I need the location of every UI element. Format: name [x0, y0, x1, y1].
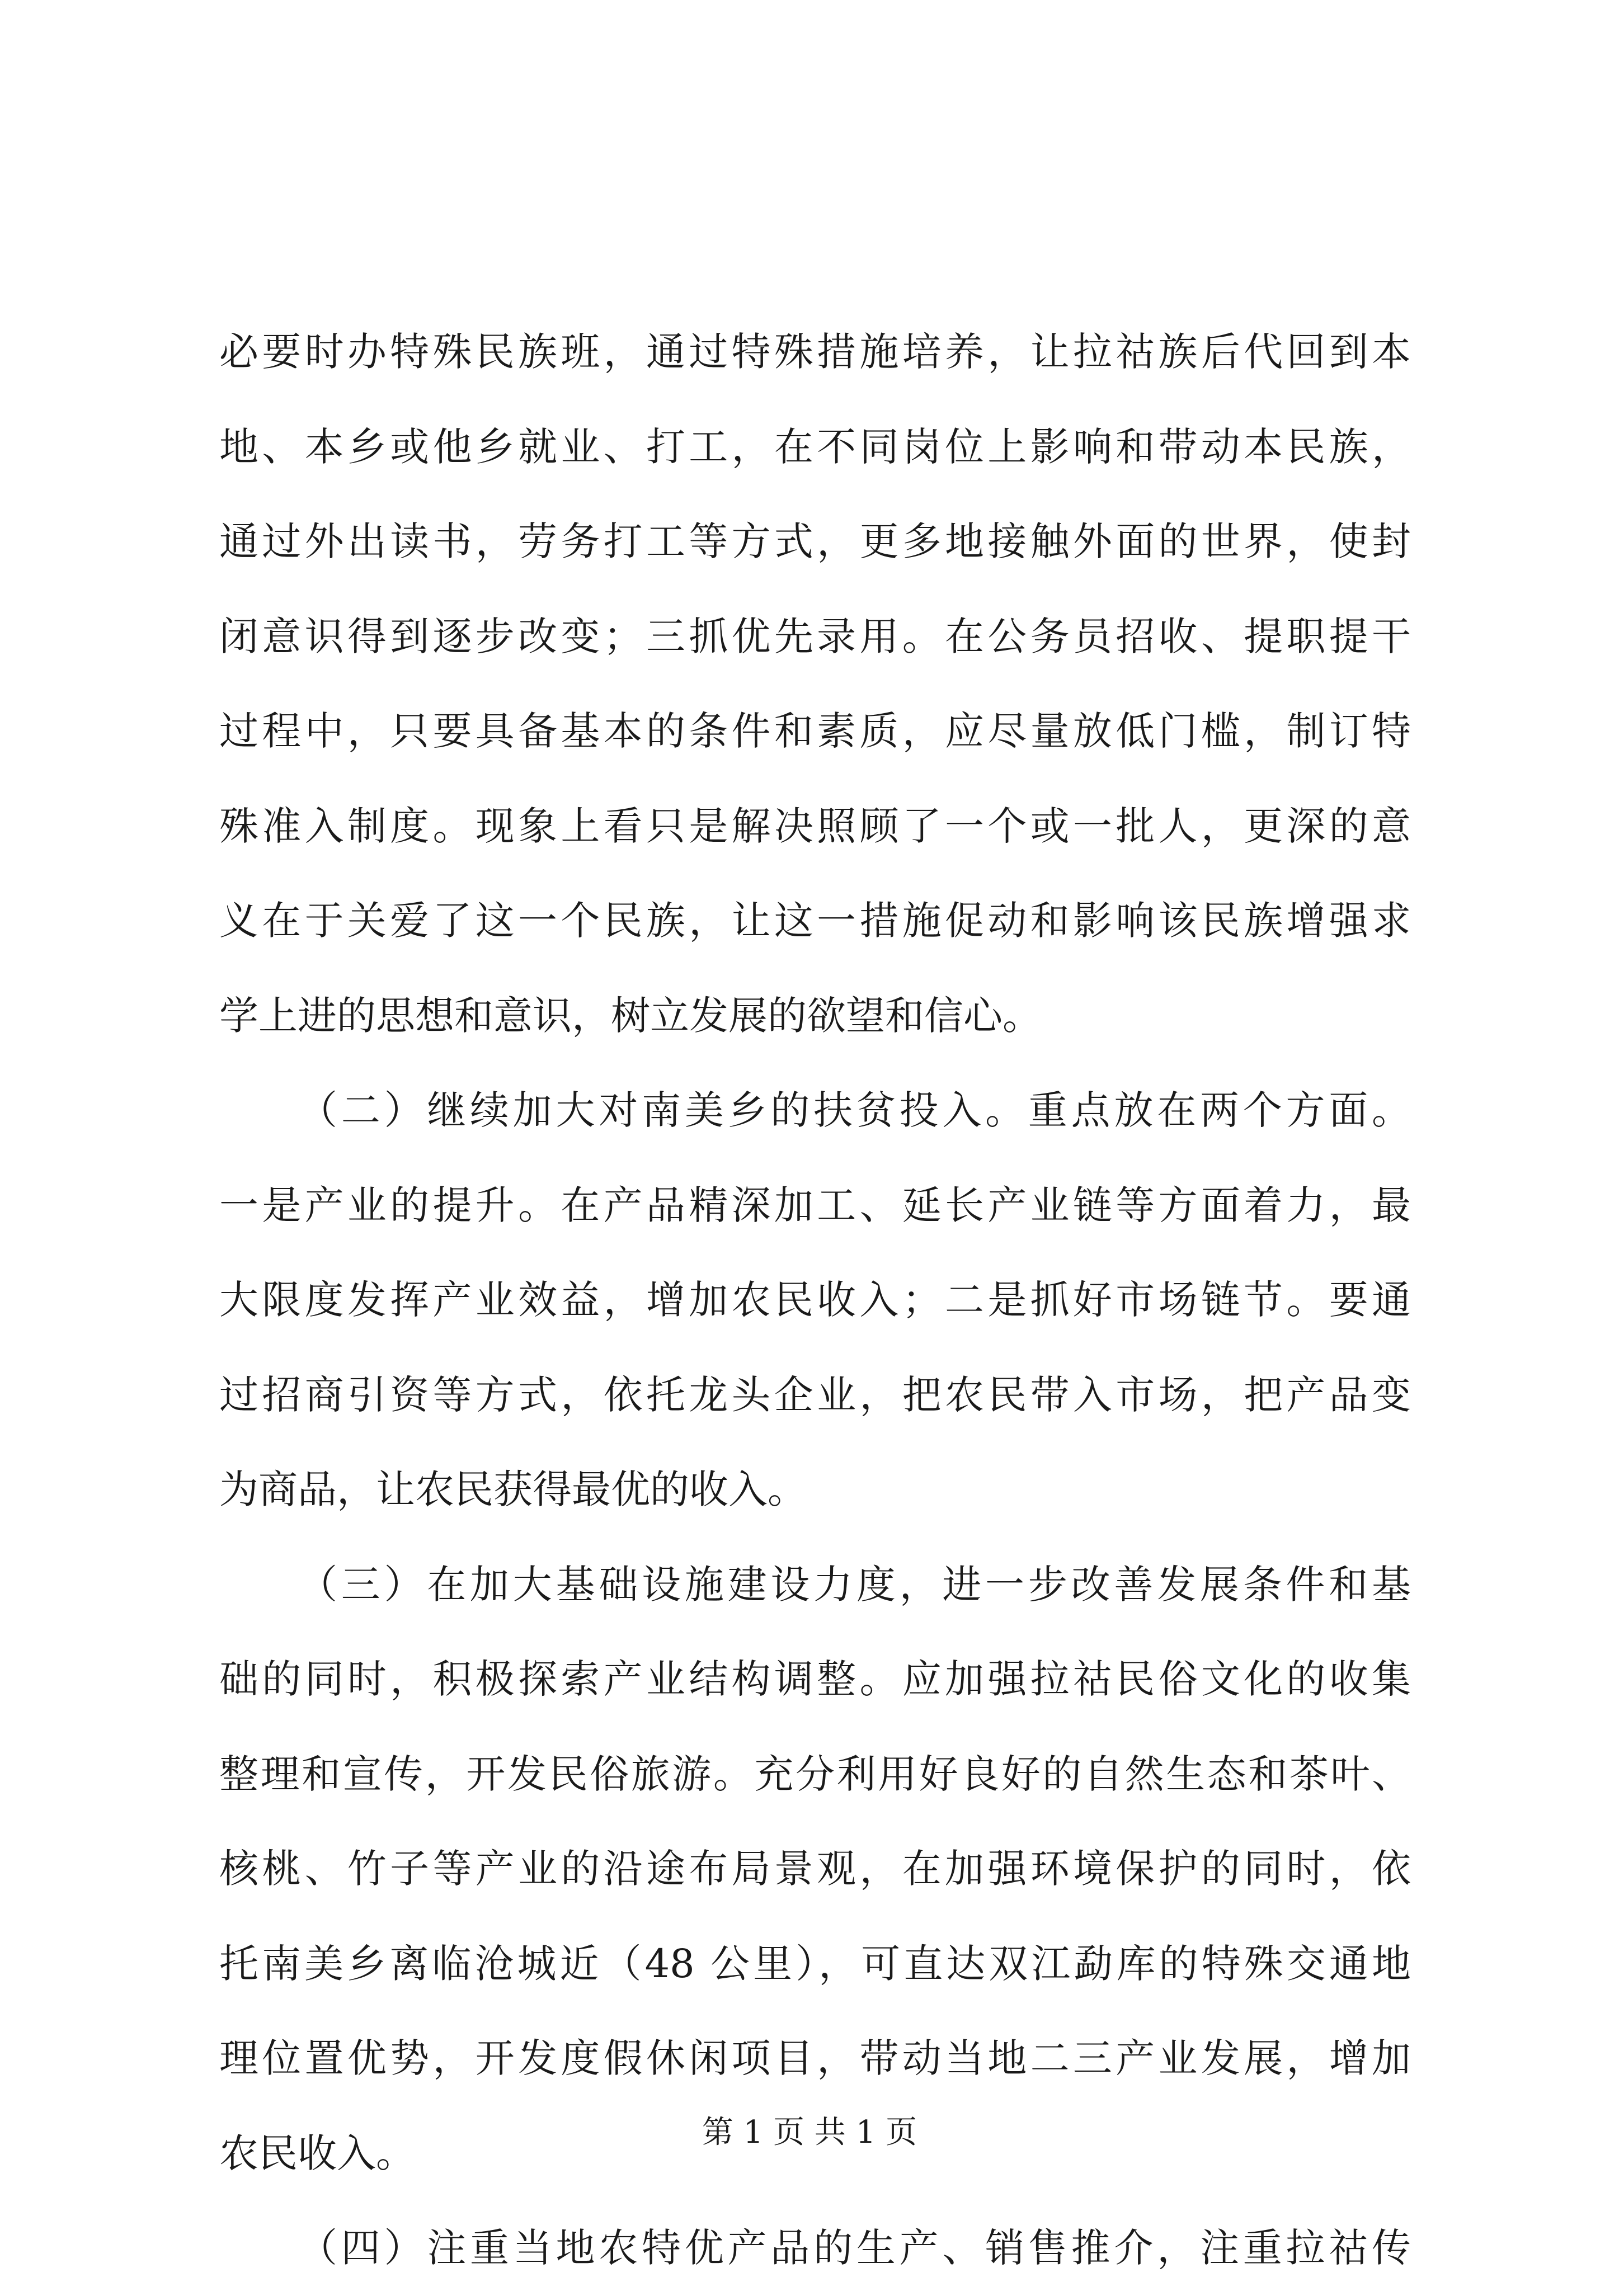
text-line: 义在于关爱了这一个民族，让这一措施促动和影响该民族增强求	[219, 898, 1411, 944]
text-line: （二）继续加大对南美乡的扶贫投入。重点放在两个方面。	[298, 1087, 1411, 1133]
text-line: 理位置优势，开发度假休闲项目，带动当地二三产业发展，增加	[219, 2035, 1411, 2081]
page-number-footer: 第 1 页 共 1 页	[702, 2114, 917, 2151]
text-line: 农民收入。	[219, 2130, 415, 2176]
text-line: 一是产业的提升。在产品精深加工、延长产业链等方面着力，最	[219, 1182, 1411, 1228]
text-line: 通过外出读书，劳务打工等方式，更多地接触外面的世界，使封	[219, 518, 1411, 564]
text-line: 地、本乡或他乡就业、打工，在不同岗位上影响和带动本民族，	[219, 423, 1411, 470]
body-text	[219, 305, 1411, 2296]
text-line: 大限度发挥产业效益，增加农民收入；二是抓好市场链节。要通	[219, 1277, 1411, 1323]
text-line: 过程中，只要具备基本的条件和素质，应尽量放低门槛，制订特	[219, 708, 1411, 754]
text-line: 必要时办特殊民族班，通过特殊措施培养，让拉祜族后代回到本	[219, 329, 1411, 375]
text-line: 核桃、竹子等产业的沿途布局景观，在加强环境保护的同时，依	[219, 1846, 1411, 1892]
text-line: 殊准入制度。现象上看只是解决照顾了一个或一批人，更深的意	[219, 803, 1411, 849]
text-line: 过招商引资等方式，依托龙头企业，把农民带入市场，把产品变	[219, 1371, 1411, 1418]
text-line: 础的同时，积极探索产业结构调整。应加强拉祜民俗文化的收集	[219, 1656, 1411, 1702]
text-line: （四）注重当地农特优产品的生产、销售推介，注重拉祜传	[298, 2225, 1411, 2271]
text-line: 整理和宣传，开发民俗旅游。充分利用好良好的自然生态和茶叶、	[219, 1751, 1411, 1797]
text-line: （三）在加大基础设施建设力度，进一步改善发展条件和基	[298, 1561, 1411, 1607]
text-line: 学上进的思想和意识，树立发展的欲望和信心。	[219, 992, 1042, 1039]
text-line: 闭意识得到逐步改变；三抓优先录用。在公务员招收、提职提干	[219, 613, 1411, 659]
text-line: 为商品，让农民获得最优的收入。	[219, 1467, 807, 1512]
text-line: 托南美乡离临沧城近（48 公里），可直达双江勐库的特殊交通地	[219, 1940, 1411, 1987]
